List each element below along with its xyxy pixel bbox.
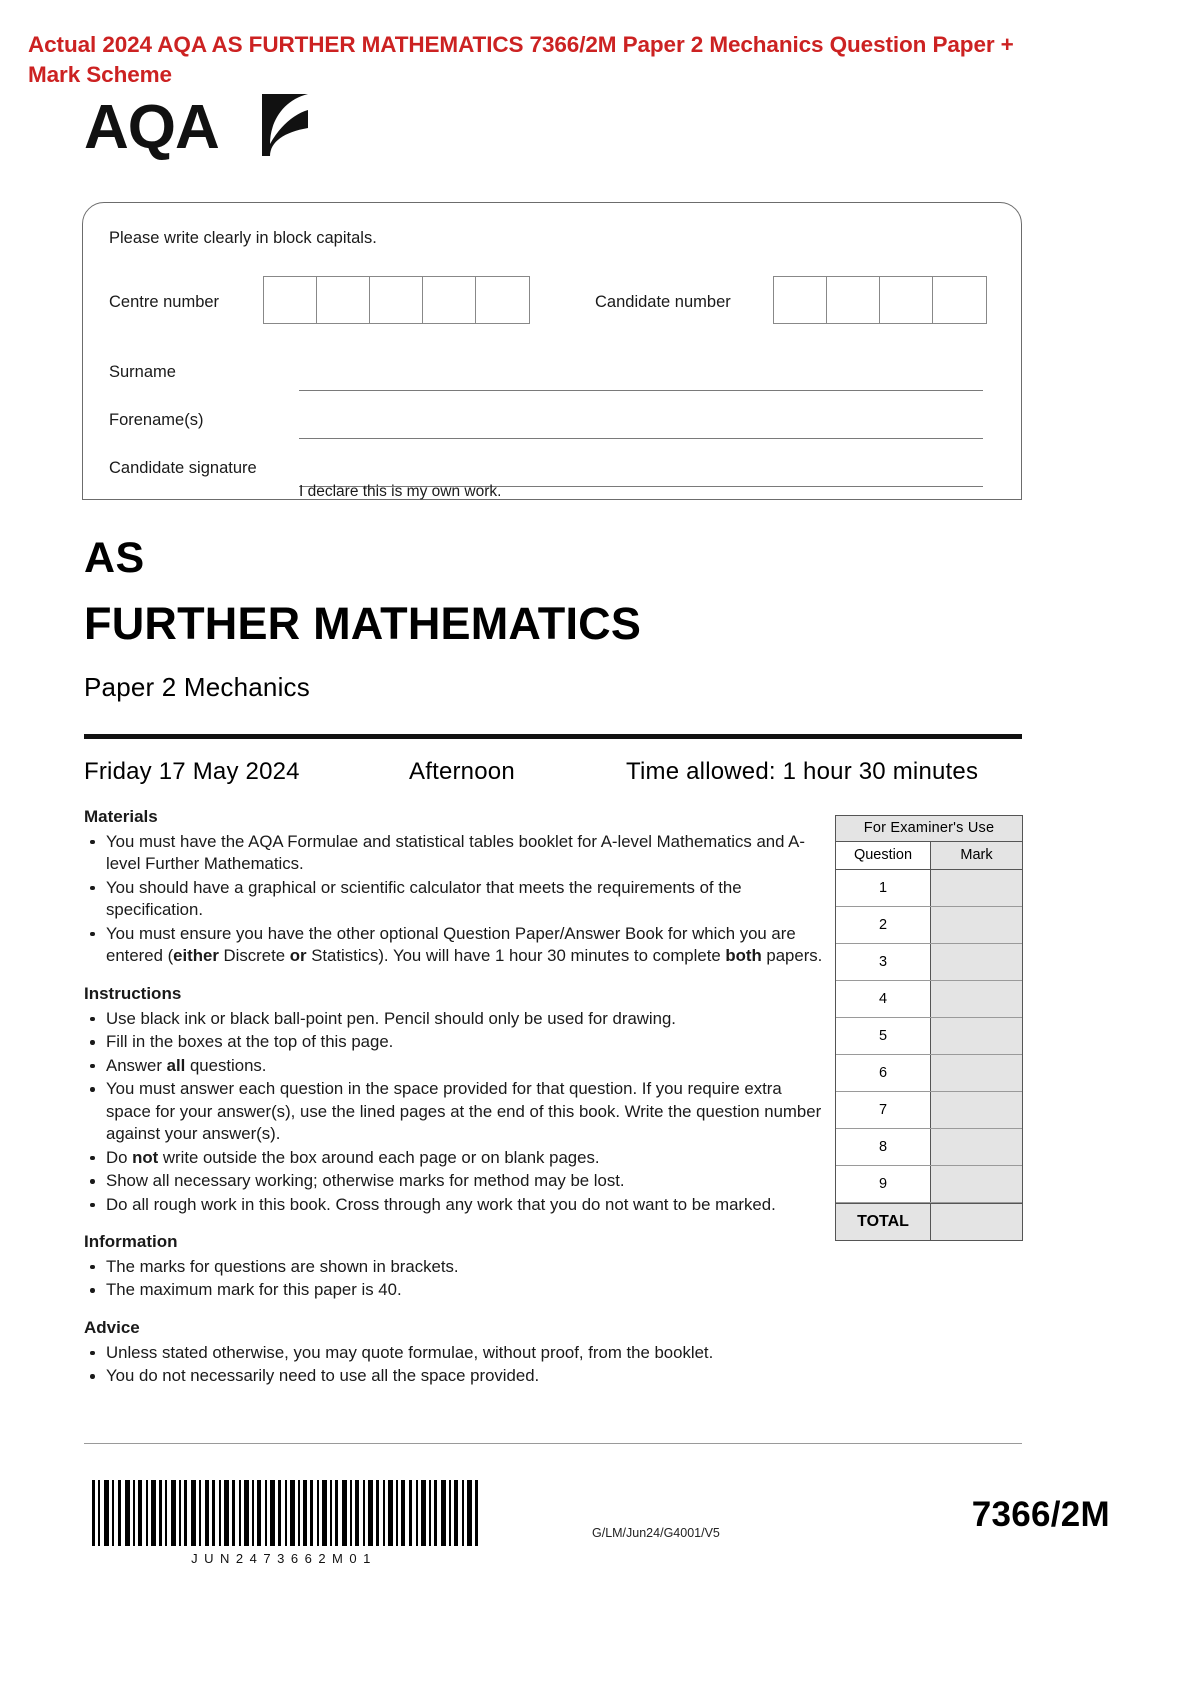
qualification-level: AS [84, 534, 145, 582]
instructions-column [84, 806, 826, 1389]
candidate-number-label: Candidate number [595, 293, 731, 311]
mark-cell[interactable] [931, 907, 1022, 943]
list-item [84, 1147, 826, 1170]
candidate-number-cell[interactable] [880, 277, 933, 323]
list-item [84, 1279, 826, 1302]
question-number: 6 [836, 1055, 931, 1091]
centre-number-cell[interactable] [370, 277, 423, 323]
instructions-item-text: Do all rough work in this book. Cross through any work that you do not want to be marked. [106, 1194, 776, 1214]
information-item-text: The maximum mark for this paper is 40. [106, 1280, 402, 1300]
table-row [836, 870, 1022, 907]
list-item [84, 1078, 826, 1146]
mark-cell[interactable] [931, 1129, 1022, 1165]
mark-cell[interactable] [931, 870, 1022, 906]
svg-text:AQA: AQA [84, 93, 219, 162]
centre-number-cell[interactable] [264, 277, 317, 323]
instructions-item-text: Fill in the boxes at the top of this page. [106, 1032, 394, 1052]
block-capitals-instruction: Please write clearly in block capitals. [109, 229, 377, 247]
centre-number-cell[interactable] [317, 277, 370, 323]
forenames-input[interactable] [299, 438, 983, 439]
barcode [88, 1478, 480, 1548]
information-list [84, 1256, 826, 1302]
candidate-signature-label: Candidate signature [109, 459, 257, 477]
list-item [84, 1342, 826, 1365]
question-number: 7 [836, 1092, 931, 1128]
candidate-number-cell[interactable] [774, 277, 827, 323]
list-item [84, 831, 826, 876]
list-item [84, 1194, 826, 1217]
question-number: 3 [836, 944, 931, 980]
instructions-item-text: Use black ink or black ball-point pen. Pencil should only be used for drawing. [106, 1008, 676, 1028]
advice-item-text: Unless stated otherwise, you may quote formulae, without proof, from the booklet. [106, 1342, 714, 1362]
materials-item-text: You must have the AQA Formulae and statistical tables booklet for A-level Mathematics and A-level Further Mathematics. [106, 831, 805, 874]
list-item [84, 1008, 826, 1031]
question-number: 1 [836, 870, 931, 906]
mark-cell[interactable] [931, 1055, 1022, 1091]
aqa-logo [84, 92, 334, 164]
table-row [836, 1092, 1022, 1129]
information-heading: Information [84, 1232, 178, 1252]
instructions-item-text: Show all necessary working; otherwise marks for method may be lost. [106, 1171, 625, 1191]
subject-title: FURTHER MATHEMATICS [84, 598, 642, 649]
forenames-label: Forename(s) [109, 411, 204, 429]
footer-divider [84, 1443, 1022, 1444]
materials-list [84, 831, 826, 968]
candidate-details-box [82, 202, 1022, 500]
mark-cell[interactable] [931, 1092, 1022, 1128]
instructions-item-text: Do not write outside the box around each page or on blank pages. [106, 1147, 600, 1167]
question-number: 4 [836, 981, 931, 1017]
table-row-total [836, 1203, 1022, 1240]
materials-heading: Materials [84, 807, 158, 826]
advice-item-text: You do not necessarily need to use all the space provided. [106, 1366, 540, 1386]
instructions-list [84, 1008, 826, 1217]
total-label: TOTAL [836, 1204, 931, 1240]
examiner-table-header [836, 842, 1022, 870]
materials-item-text: You should have a graphical or scientific calculator that meets the requirements of the specification. [106, 877, 742, 920]
materials-item-text: You must ensure you have the other optional Question Paper/Answer Book for which you are entered (either Discrete or Statistics). You will have 1 hour 30 minutes to complete both papers. [106, 923, 823, 966]
advice-list [84, 1342, 826, 1388]
question-number: 9 [836, 1166, 931, 1202]
list-item [84, 1365, 826, 1388]
table-row [836, 981, 1022, 1018]
question-number: 5 [836, 1018, 931, 1054]
page-annotation-title: Actual 2024 AQA AS FURTHER MATHEMATICS 7366/2M Paper 2 Mechanics Question Paper + Mark Scheme [28, 32, 1014, 88]
paper-code: 7366/2M [971, 1495, 1110, 1534]
list-item [84, 923, 826, 968]
table-row [836, 907, 1022, 944]
exam-session: Afternoon [409, 758, 515, 785]
paper-subtitle: Paper 2 Mechanics [84, 672, 310, 702]
candidate-number-input[interactable] [773, 276, 987, 324]
list-item [84, 1170, 826, 1193]
advice-heading: Advice [84, 1317, 140, 1337]
centre-number-label: Centre number [109, 293, 220, 311]
table-row [836, 1166, 1022, 1203]
table-row [836, 1129, 1022, 1166]
instructions-item-text: Answer all questions. [106, 1055, 267, 1075]
centre-number-input[interactable] [263, 276, 530, 324]
list-item [84, 877, 826, 922]
examiner-table-title: For Examiner's Use [836, 816, 1022, 842]
examiner-use-table [835, 815, 1023, 1241]
column-header-question: Question [836, 842, 931, 869]
list-item [84, 1256, 826, 1279]
centre-number-cell[interactable] [476, 277, 529, 323]
exam-date: Friday 17 May 2024 [84, 758, 300, 785]
information-item-text: The marks for questions are shown in brackets. [106, 1256, 459, 1276]
title-divider [84, 734, 1022, 739]
instructions-item-text: You must answer each question in the space provided for that question. If you require extra space for your answer(s), use the lined pages at the end of this book. Write the question number against your answer(s). [106, 1079, 822, 1144]
exam-time-allowed: Time allowed: 1 hour 30 minutes [626, 758, 979, 785]
total-mark-cell[interactable] [931, 1204, 1022, 1240]
table-row [836, 1055, 1022, 1092]
question-number: 8 [836, 1129, 931, 1165]
table-row [836, 1018, 1022, 1055]
declaration-text: I declare this is my own work. [299, 483, 502, 500]
list-item [84, 1055, 826, 1078]
list-item [84, 1031, 826, 1054]
centre-number-cell[interactable] [423, 277, 476, 323]
surname-label: Surname [109, 363, 176, 381]
mark-cell[interactable] [931, 1166, 1022, 1202]
candidate-number-cell[interactable] [933, 277, 986, 323]
mark-cell[interactable] [931, 944, 1022, 980]
table-row [836, 944, 1022, 981]
candidate-number-cell[interactable] [827, 277, 880, 323]
instructions-heading: Instructions [84, 983, 182, 1003]
barcode-digits: JUN2473662M01 [191, 1551, 377, 1566]
surname-input[interactable] [299, 390, 983, 391]
question-number: 2 [836, 907, 931, 943]
column-header-mark: Mark [931, 842, 1022, 869]
document-reference-code: G/LM/Jun24/G4001/V5 [592, 1526, 720, 1540]
mark-cell[interactable] [931, 1018, 1022, 1054]
mark-cell[interactable] [931, 981, 1022, 1017]
